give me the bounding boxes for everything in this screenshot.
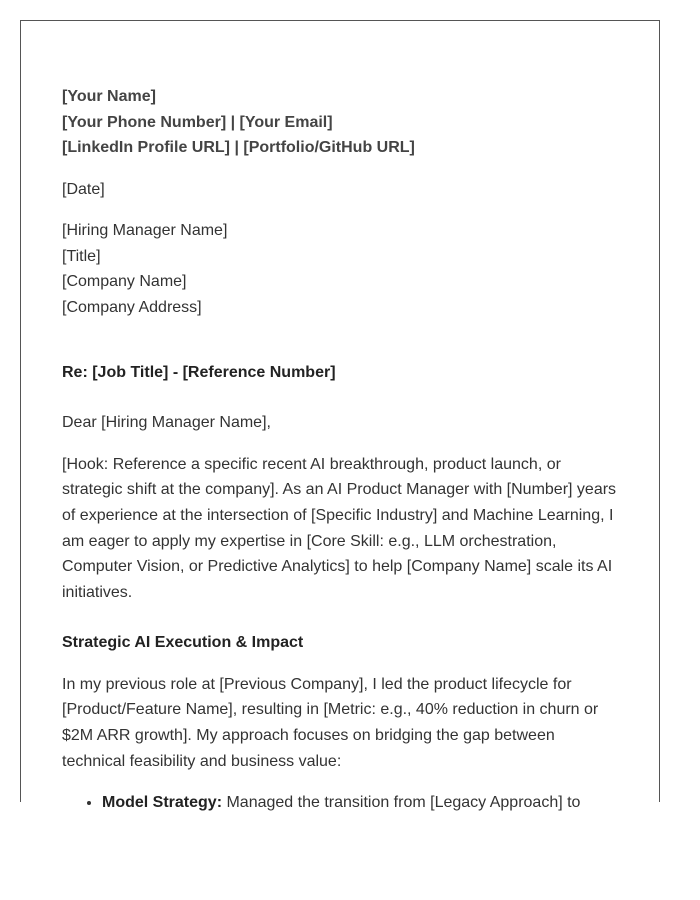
section-paragraph: In my previous role at [Previous Company], I led the product lifecycle for [Product/Feature Name], resulting in [Metric: e.g., 40% reduction in churn or $2M ARR growth]. My approach focuses on bridging the gap between technical feasibility and business value: xyxy=(62,675,599,770)
letter-content xyxy=(62,84,622,816)
bullet-label: Model Strategy: xyxy=(102,794,223,812)
recipient-title: [Title] xyxy=(62,247,101,265)
recipient-address: [Company Address] xyxy=(62,298,202,316)
sender-contact: [Your Phone Number] | [Your Email] xyxy=(62,113,333,131)
intro-paragraph: [Hook: Reference a specific recent AI breakthrough, product launch, or strategic shift at the company]. As an AI Product Manager with [Number] years of experience at the intersection of [Specific Industry] and Machine Learning, I am eager to apply my expertise in [Core Skill: e.g., LLM orchestration, Computer Vision, or Predictive Analytics] to help [Company Name] scale its AI initiatives. xyxy=(62,455,617,602)
bullet-item xyxy=(102,790,622,816)
re-line: Re: [Job Title] - [Reference Number] xyxy=(62,364,336,382)
bullet-text: Managed the transition from [Legacy Approach] to xyxy=(222,794,581,812)
sender-name: [Your Name] xyxy=(62,88,156,105)
bullet-list xyxy=(62,790,622,816)
sender-links: [LinkedIn Profile URL] | [Portfolio/GitHub URL] xyxy=(62,139,415,156)
recipient-block xyxy=(62,218,622,320)
recipient-manager: [Hiring Manager Name] xyxy=(62,222,228,240)
recipient-company: [Company Name] xyxy=(62,273,187,291)
document-page xyxy=(20,20,660,812)
letter-date: [Date] xyxy=(62,180,105,198)
sender-block xyxy=(62,84,622,161)
section-heading: Strategic AI Execution & Impact xyxy=(62,633,304,651)
salutation: Dear [Hiring Manager Name], xyxy=(62,413,271,431)
